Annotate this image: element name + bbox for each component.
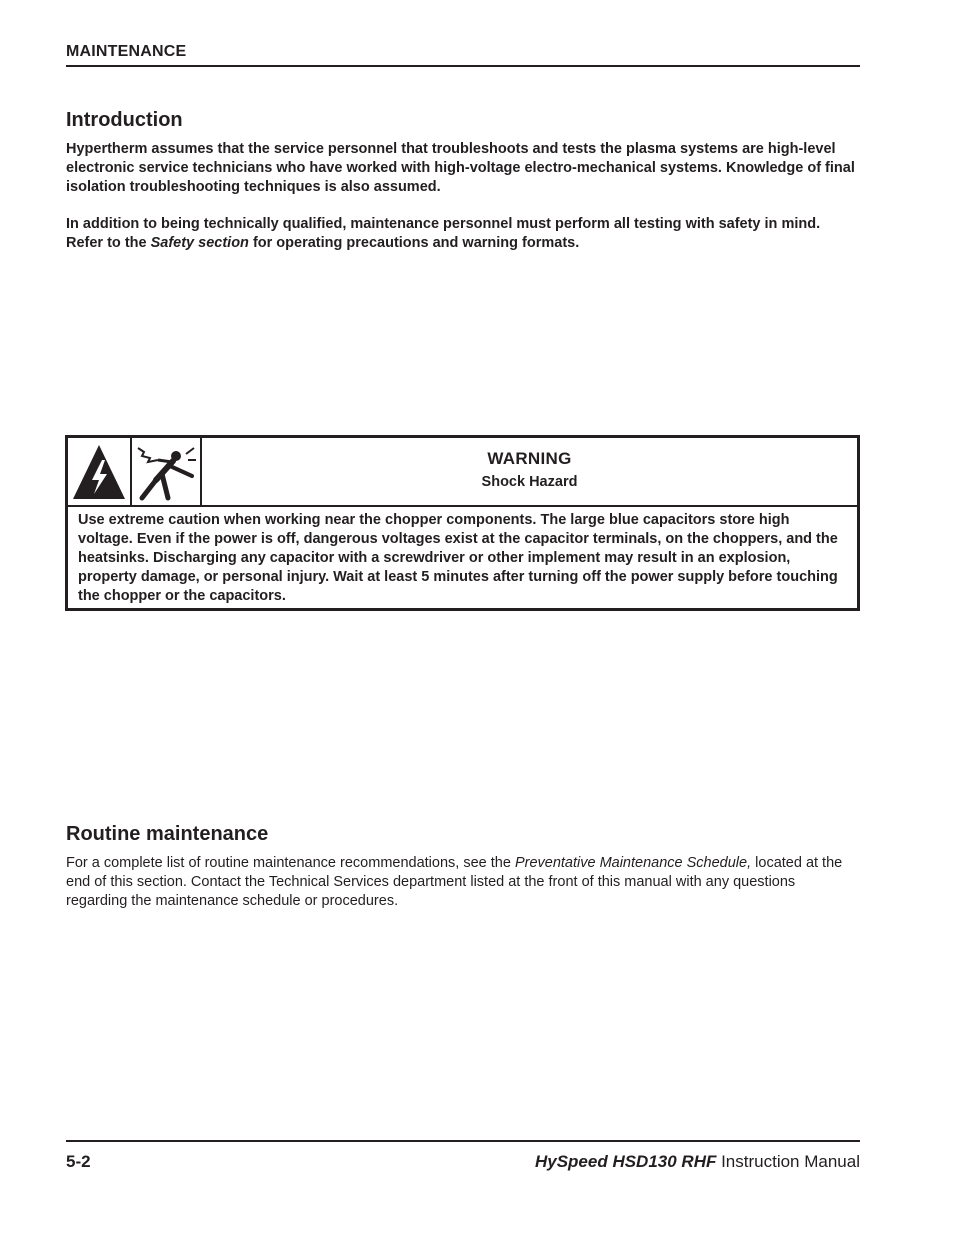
warning-header-row	[68, 438, 857, 507]
introduction-paragraph-2	[66, 215, 860, 253]
electric-shock-person-icon	[132, 438, 202, 505]
section-title: MAINTENANCE	[66, 43, 187, 60]
document-type: Instruction Manual	[716, 1152, 860, 1171]
routine-maintenance-paragraph	[66, 854, 860, 911]
introduction-paragraph-1: Hypertherm assumes that the service personnel that troubleshoots and tests the plasma systems are high-level electronic service technicians who have worked with high-voltage electro-mechanical systems. Knowledge of final isolation troubleshooting techniques is also assumed.	[66, 141, 855, 195]
safety-section-reference: Safety section	[150, 235, 249, 251]
warning-heading	[202, 448, 857, 492]
product-name: HySpeed HSD130 RHF	[534, 1152, 717, 1171]
maintenance-schedule-reference: Preventative Maintenance Schedule,	[514, 855, 752, 871]
electrical-hazard-triangle-icon	[68, 438, 132, 505]
page-number: 5-2	[66, 1152, 91, 1171]
warning-box	[65, 435, 860, 611]
introduction-heading: Introduction	[66, 109, 183, 131]
routine-maintenance-heading: Routine maintenance	[66, 823, 269, 845]
warning-title: WARNING	[487, 449, 572, 468]
para2-text-start: In addition to being technically qualified, maintenance personnel must perform all testing with safety in mind. Refer to the	[66, 216, 821, 251]
page-footer	[66, 1140, 860, 1171]
routine-text-start: For a complete list of routine maintenance recommendations, see the	[66, 855, 515, 871]
routine-text-end: located at the end of this section. Contact the Technical Services department listed at the front of this manual with any questions regarding the maintenance schedule or procedures.	[66, 855, 843, 909]
manual-title	[535, 1152, 860, 1172]
para2-text-end: for operating precautions and warning formats.	[248, 235, 580, 251]
warning-subtitle: Shock Hazard	[481, 474, 578, 490]
warning-body: Use extreme caution when working near the chopper components. The large blue capacitors store high voltage. Even if the power is off, dangerous voltages exist at the capacitor terminals, on the choppers, and the heatsinks. Discharging any capacitor with a screwdriver or other implement may result in an explosion, property damage, or personal injury. Wait at least 5 minutes after turning off the power supply before touching the chopper or the capacitors.	[78, 512, 838, 604]
page-header	[66, 43, 860, 67]
